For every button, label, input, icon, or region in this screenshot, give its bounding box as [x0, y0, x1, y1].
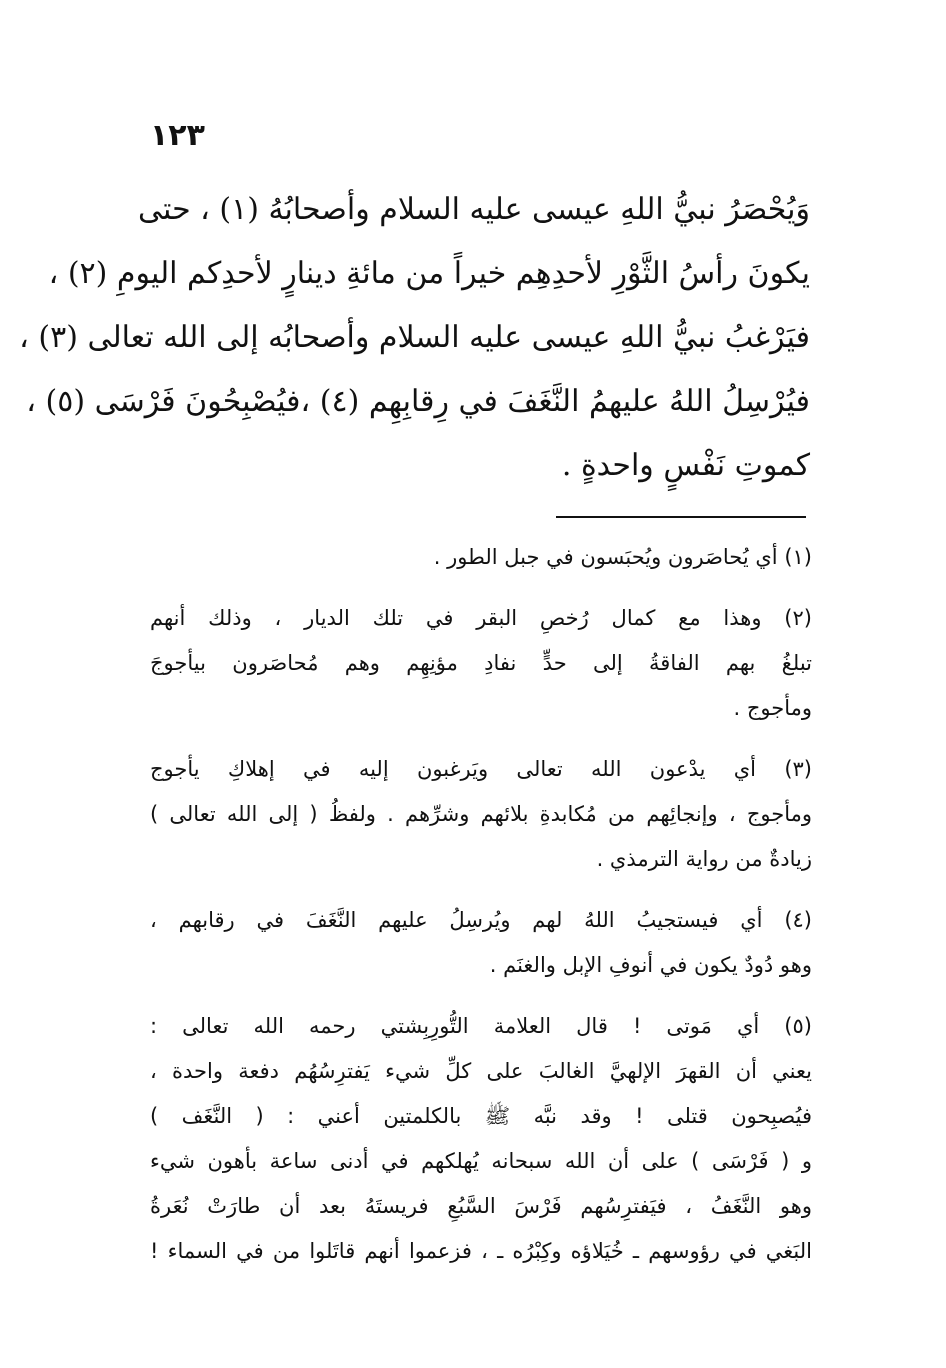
footnote-line: (١) أي يُحاصَرون ويُحبَسون في جبل الطور . — [433, 545, 812, 569]
footnote-line: تبلغُ بهم الفاقةُ إلى حدٍّ نفادِ مؤنِهِم وهم مُحاصَرون بيأجوجَ — [150, 651, 812, 675]
main-text — [19, 178, 810, 498]
footnote-line: (٢) وهذا مع كمال رُخصِ البقر في تلك الديار ، وذلك أنهم — [150, 606, 812, 630]
footnote-3 — [150, 747, 812, 882]
footnote-line: وهو النَّغَفُ ، فيَفترِسُهم فَرْسَ السَّبُعِ فريستَهُ بعد أن طارَتْ نُعَرةُ — [150, 1194, 812, 1218]
footnote-line: ومأجوج . — [733, 696, 812, 720]
footnote-line: و ( فَرْسَى ) على أن الله سبحانه يُهلكهم في أدنى ساعة بأهون شيء — [150, 1149, 812, 1173]
footnote-line: وهو دُودٌ يكون في أنوفِ الإبل والغنَم . — [489, 953, 812, 977]
footnote-2 — [150, 596, 812, 731]
footnote-line: (٤) أي فيستجيبُ اللهُ لهم ويُرسِلُ عليهم النَّغَفَ في رقابهم ، — [150, 908, 812, 932]
footnote-line: ومأجوج ، وإنجائِهم من مُكابدةِ بلائهم وشرِّهم . ولفظُ ( إلى الله تعالى ) — [150, 802, 812, 826]
footnote-4 — [150, 898, 812, 988]
footnotes — [150, 535, 812, 1290]
main-text-line: فيَرْغبُ نبيُّ اللهِ عيسى عليه السلام وأصحابُه إلى الله تعالى (٣) ، — [19, 320, 810, 355]
footnote-line: فيُصبِحون قتلى ! وقد نبَّه ﷺ بالكلمتين أعني : ( النَّغَف ) — [150, 1104, 812, 1128]
footnote-line: (٥) أي مَوتى ! قال العلامة التُّورِبِشتي رحمه الله تعالى : — [150, 1014, 812, 1038]
main-text-line: فيُرْسِلُ اللهُ عليهمُ النَّغَفَ في رِقابِهِم (٤) ،فيُصْبِحُونَ فَرْسَى (٥) ، — [26, 384, 810, 419]
footnote-line: البَغي في رؤوسهم ـ خُيَلاؤه وكِبْرُه ـ ، فزعموا أنهم قاتَلوا من في السماء ! — [150, 1239, 812, 1263]
footnote-line: (٣) أي يدْعون الله تعالى ويَرغبون إليه في إهلاكِ يأجوج — [150, 757, 812, 781]
footnote-1 — [150, 535, 812, 580]
footnote-line: زيادةٌ من رواية الترمذي . — [596, 847, 812, 871]
footnote-divider — [556, 516, 806, 518]
footnote-line: يعني أن القهرَ الإلهيَّ الغالبَ على كلِّ شيء يَفترِسُهُم دفعة واحدة ، — [150, 1059, 812, 1083]
page-number: ١٢٣ — [150, 118, 205, 153]
main-text-line: كموتِ نَفْسٍ واحدةٍ . — [561, 448, 810, 483]
main-text-line: وَيُحْصَرُ نبيُّ اللهِ عيسى عليه السلام وأصحابُهُ (١) ، حتى — [138, 192, 810, 227]
footnote-5 — [150, 1004, 812, 1274]
main-text-line: يكونَ رأسُ الثَّوْرِ لأحدِهِم خيراً من مائةِ دينارٍ لأحدِكم اليومِ (٢) ، — [48, 256, 810, 291]
